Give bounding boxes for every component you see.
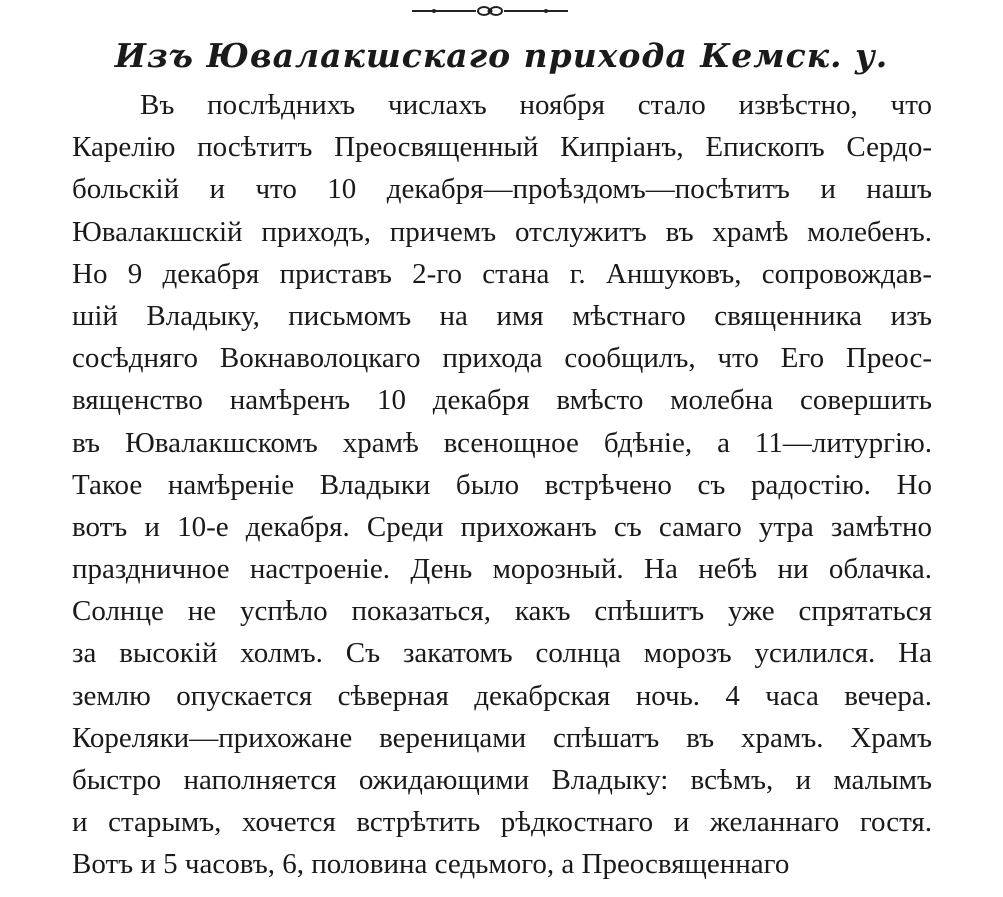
text-line: больскій и что 10 декабря—проѣздомъ—посѣтитъ и нашъ — [72, 173, 932, 206]
text-line: Въ послѣднихъ числахъ ноября стало извѣстно, что — [140, 89, 932, 121]
text-line: Карелію посѣтитъ Преосвященный Кипріанъ, Епископъ Сердо- — [72, 131, 932, 164]
text-line: Такое намѣреніе Владыки было встрѣчено съ радостію. Но — [72, 468, 932, 501]
text-line: вященство намѣренъ 10 декабря вмѣсто молебна совершить — [72, 384, 932, 417]
text-line: Ювалакшскій приходъ, причемъ отслужитъ въ храмѣ молебенъ. — [72, 215, 932, 248]
article-body — [72, 84, 932, 886]
text-line: Но 9 декабря приставъ 2-го стана г. Аншуковъ, сопровождав- — [72, 257, 932, 290]
text-line: Солнце не успѣло показаться, какъ спѣшитъ уже спрятаться — [72, 595, 932, 628]
ornament-divider-icon — [412, 4, 568, 18]
text-line: Вотъ и 5 часовъ, 6, половина седьмого, а Преосвященнаго — [72, 848, 790, 881]
text-line: шій Владыку, письмомъ на имя мѣстнаго священника изъ — [72, 299, 932, 332]
text-line: и старымъ, хочется встрѣтить рѣдкостнаго и желаннаго гостя. — [72, 806, 932, 839]
text-line: быстро наполняется ожидающими Владыку: всѣмъ, и малымъ — [72, 764, 932, 796]
text-line: сосѣдняго Вокнаволоцкаго прихода сообщилъ, что Его Преос- — [72, 342, 932, 375]
text-line: за высокій холмъ. Съ закатомъ солнца морозъ усилился. На — [72, 637, 932, 670]
text-line: праздничное настроеніе. День морозный. На небѣ ни облачка. — [72, 553, 932, 586]
text-line: вотъ и 10-е декабря. Среди прихожанъ съ самаго утра замѣтно — [72, 510, 932, 543]
text-line: Кореляки—прихожане вереницами спѣшатъ въ храмъ. Храмъ — [72, 721, 932, 754]
text-line: въ Ювалакшскомъ храмѣ всенощное бдѣніе, а 11—литургію. — [72, 426, 932, 459]
article-title: Изъ Ювалакшскаго прихода Кемск. у. — [114, 36, 889, 75]
text-line: землю опускается сѣверная декабрская ночь. 4 часа вечера. — [72, 679, 932, 712]
